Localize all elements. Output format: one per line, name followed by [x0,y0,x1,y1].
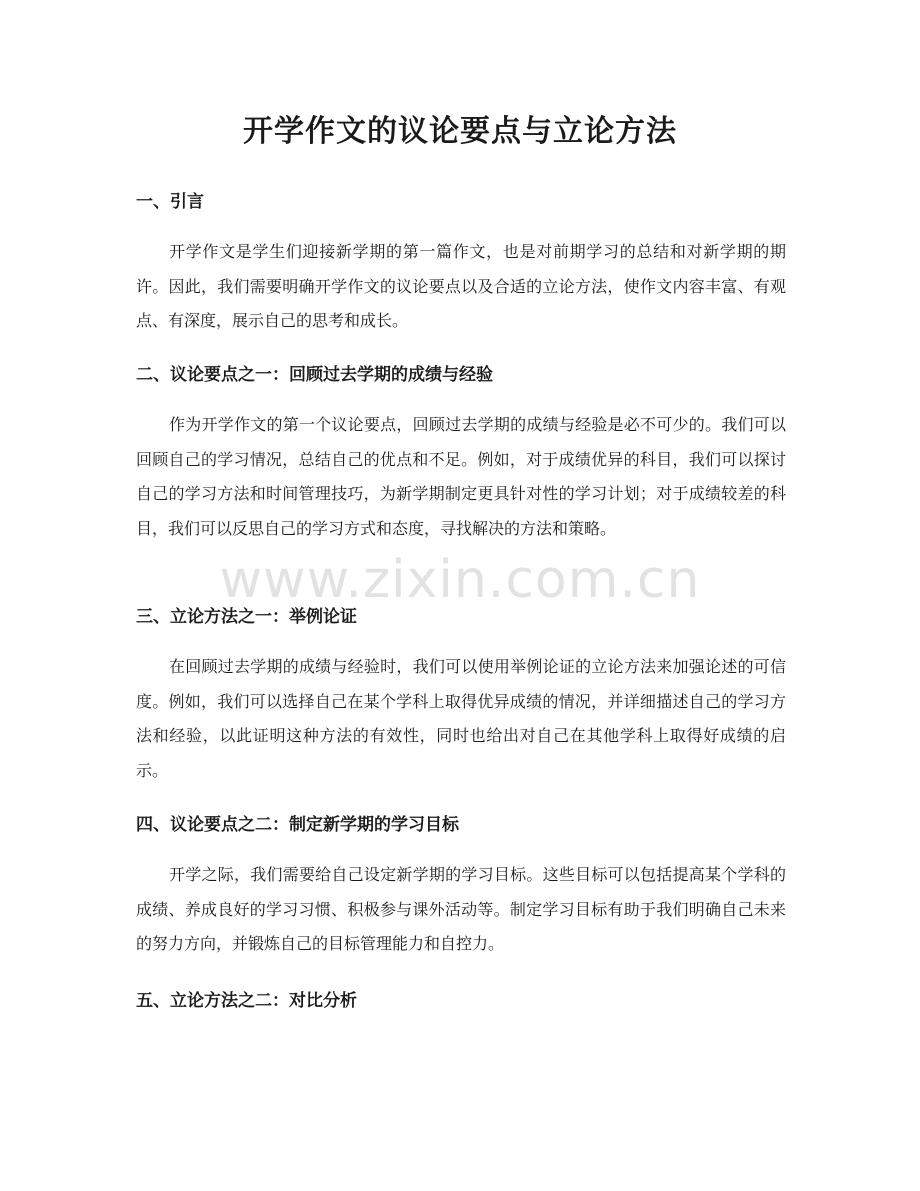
section-heading-5: 五、立论方法之二：对比分析 [136,991,357,1011]
section-heading-4: 四、议论要点之二：制定新学期的学习目标 [136,815,459,835]
section-heading-2: 二、议论要点之一：回顾过去学期的成绩与经验 [136,365,493,385]
section-paragraph-1: 开学作文是学生们迎接新学期的第一篇作文，也是对前期学习的总结和对新学期的期许。因此，我们需要明确开学作文的议论要点以及合适的立论方法，使作文内容丰富、有观点、有深度，展示自己的思考和成长。 [136,242,786,330]
section-paragraph-3: 在回顾过去学期的成绩与经验时，我们可以使用举例论证的立论方法来加强论述的可信度。例如，我们可以选择自己在某个学科上取得优异成绩的情况，并详细描述自己的学习方法和经验，以此证明这种方法的有效性，同时也给出对自己在其他学科上取得好成绩的启示。 [136,657,786,780]
section-paragraph-2: 作为开学作文的第一个议论要点，回顾过去学期的成绩与经验是必不可少的。我们可以回顾自己的学习情况，总结自己的优点和不足。例如，对于成绩优异的科目，我们可以探讨自己的学习方法和时间管理技巧，为新学期制定更具针对性的学习计划；对于成绩较差的科目，我们可以反思自己的学习方式和态度，寻找解决的方法和策略。 [136,415,786,538]
section-heading-1: 一、引言 [136,192,204,212]
watermark: www.zixin.com.cn [219,550,701,610]
section-paragraph-4: 开学之际，我们需要给自己设定新学期的学习目标。这些目标可以包括提高某个学科的成绩、养成良好的学习习惯、积极参与课外活动等。制定学习目标有助于我们明确自己未来的努力方向，并锻炼自己的目标管理能力和自控力。 [136,865,786,953]
section-heading-3: 三、立论方法之一：举例论证 [136,607,357,627]
document-title: 开学作文的议论要点与立论方法 [243,114,677,149]
